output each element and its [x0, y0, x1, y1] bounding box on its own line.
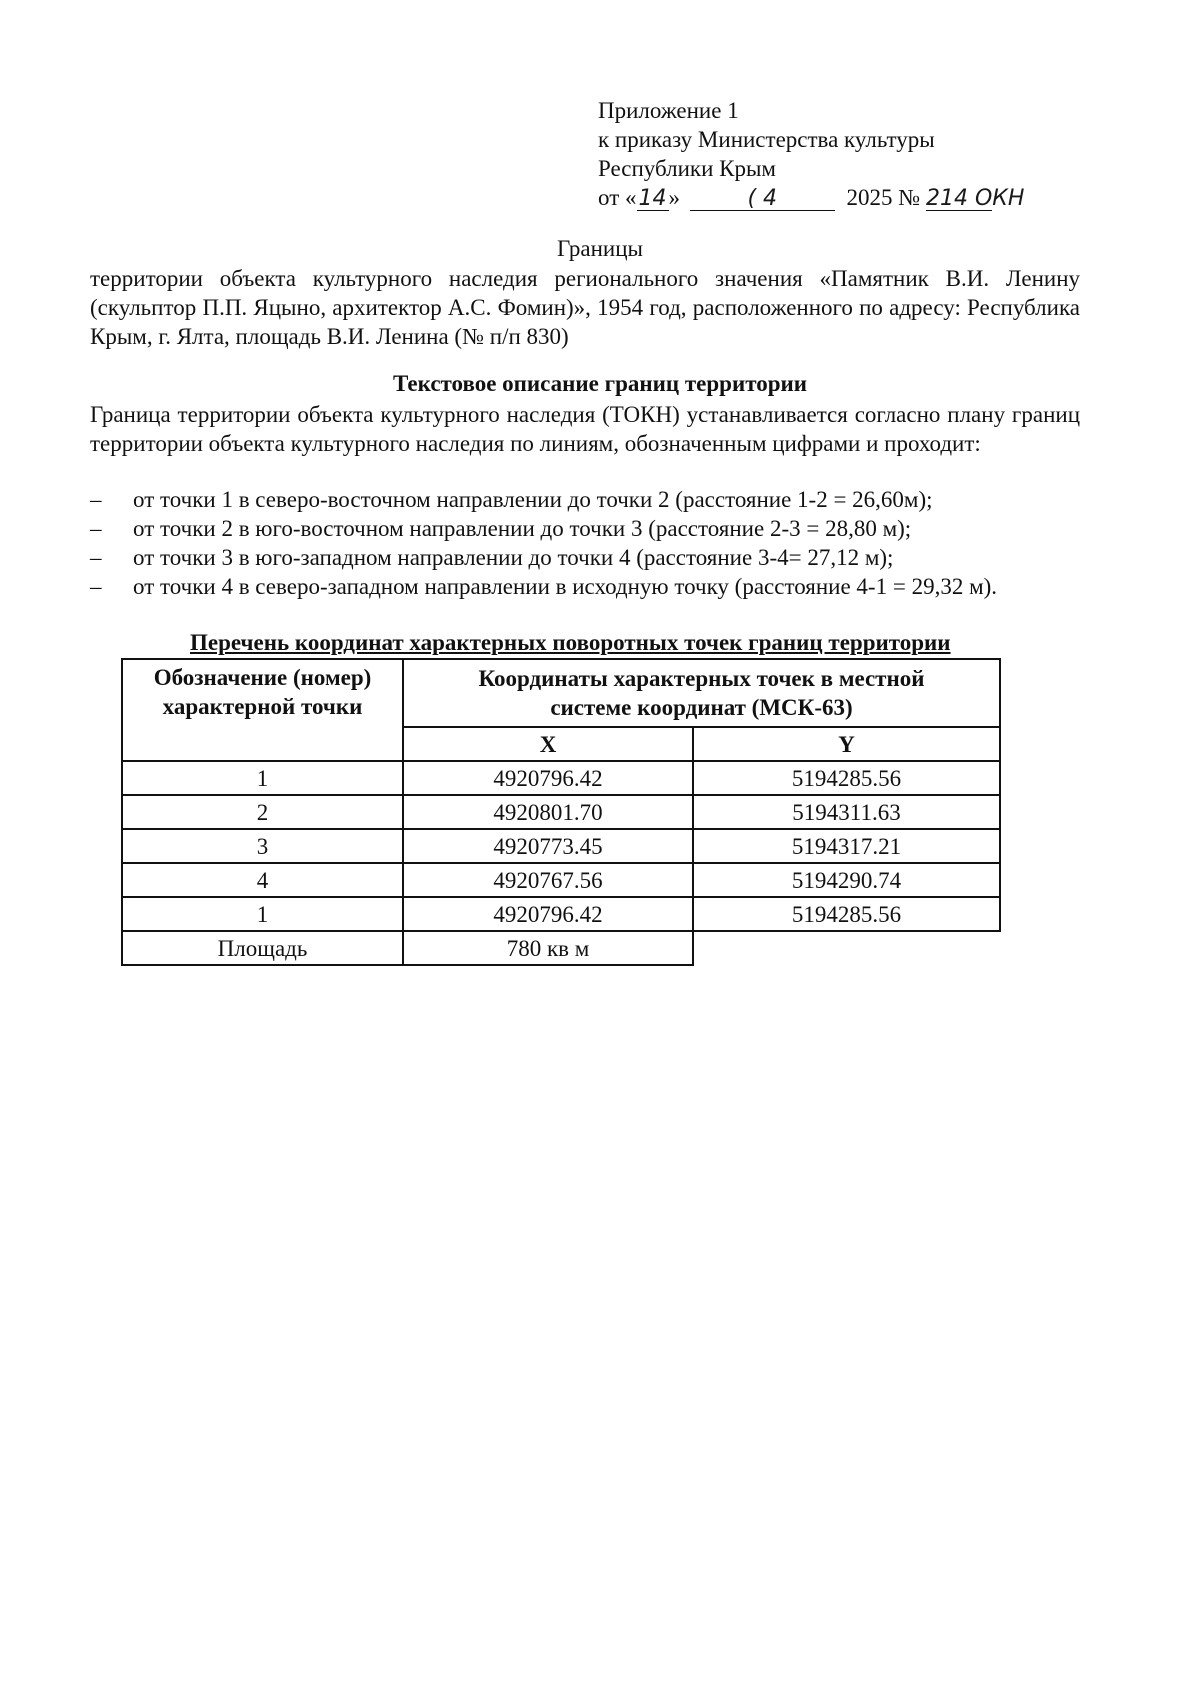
cell-x: 4920773.45	[403, 829, 693, 863]
cell-point: 2	[122, 795, 403, 829]
date-prefix: от «	[598, 185, 637, 210]
cell-point: 3	[122, 829, 403, 863]
appendix-line-3: Республики Крым	[598, 156, 776, 181]
coordinates-table-title: Перечень координат характерных поворотных точек границ территории	[190, 630, 951, 655]
cell-x: 4920801.70	[403, 795, 693, 829]
header-point-designation: Обозначение (номер) характерной точки	[122, 659, 403, 761]
list-bullet: –	[90, 574, 102, 599]
order-year: 2025 №	[846, 185, 921, 210]
table-row	[122, 897, 1000, 931]
cell-point: 1	[122, 761, 403, 795]
area-value: 780 кв м	[403, 931, 693, 965]
handwritten-month: ( 4	[690, 188, 835, 211]
list-bullet: –	[90, 545, 102, 570]
table-header-row	[122, 659, 1000, 727]
table-row	[122, 761, 1000, 795]
table-row	[122, 795, 1000, 829]
text-section-intro: Граница территории объекта культурного наследия (ТОКН) устанавливается согласно плану границ территории объекта культурного наследия по линиям, обозначенным цифрами и проходит:	[90, 402, 1080, 456]
list-item: – от точки 4 в северо-западном направлении в исходную точку (расстояние 4-1 = 29,32 м).	[90, 574, 998, 599]
header-x: X	[403, 727, 693, 761]
handwritten-day: 14	[638, 186, 667, 211]
cell-point: 1	[122, 897, 403, 931]
cell-y: 5194317.21	[693, 829, 1000, 863]
list-item: – от точки 2 в юго-восточном направлении до точки 3 (расстояние 2-3 = 28,80 м);	[90, 516, 912, 541]
coordinates-table	[121, 658, 1001, 966]
cell-point: 4	[122, 863, 403, 897]
cell-y: 5194285.56	[693, 897, 1000, 931]
header-y: Y	[693, 727, 1000, 761]
list-bullet: –	[90, 487, 102, 512]
appendix-line-1: Приложение 1	[598, 98, 739, 123]
document-title: Границы	[557, 236, 643, 261]
area-row	[122, 931, 1000, 965]
boundary-segments-list	[90, 485, 997, 601]
order-date-line	[598, 183, 1025, 212]
list-item: – от точки 3 в юго-западном направлении до точки 4 (расстояние 3-4= 27,12 м);	[90, 545, 894, 570]
appendix-header	[598, 96, 1025, 212]
cell-y: 5194290.74	[693, 863, 1000, 897]
area-label: Площадь	[122, 931, 403, 965]
handwritten-order-number: 214 ОКН	[925, 186, 1025, 211]
cell-y: 5194285.56	[693, 761, 1000, 795]
object-description: территории объекта культурного наследия регионального значения «Памятник В.И. Ленину (скульптор П.П. Яцыно, архитектор А.С. Фомин)», 1954 год, расположенного по адресу: Республика Крым, г. Ялта, площадь В.И. Ленина (№ п/п 830)	[90, 266, 1080, 349]
date-day-close: »	[668, 185, 680, 210]
cell-x: 4920796.42	[403, 761, 693, 795]
list-item: – от точки 1 в северо-восточном направлении до точки 2 (расстояние 1-2 = 26,60м);	[90, 487, 933, 512]
header-coordinates: Координаты характерных точек в местной системе координат (МСК-63)	[403, 659, 1000, 727]
table-row	[122, 863, 1000, 897]
appendix-line-2: к приказу Министерства культуры	[598, 127, 935, 152]
cell-x: 4920796.42	[403, 897, 693, 931]
text-section-heading: Текстовое описание границ территории	[392, 371, 808, 396]
list-bullet: –	[90, 516, 102, 541]
table-row	[122, 829, 1000, 863]
cell-x: 4920767.56	[403, 863, 693, 897]
cell-y: 5194311.63	[693, 795, 1000, 829]
